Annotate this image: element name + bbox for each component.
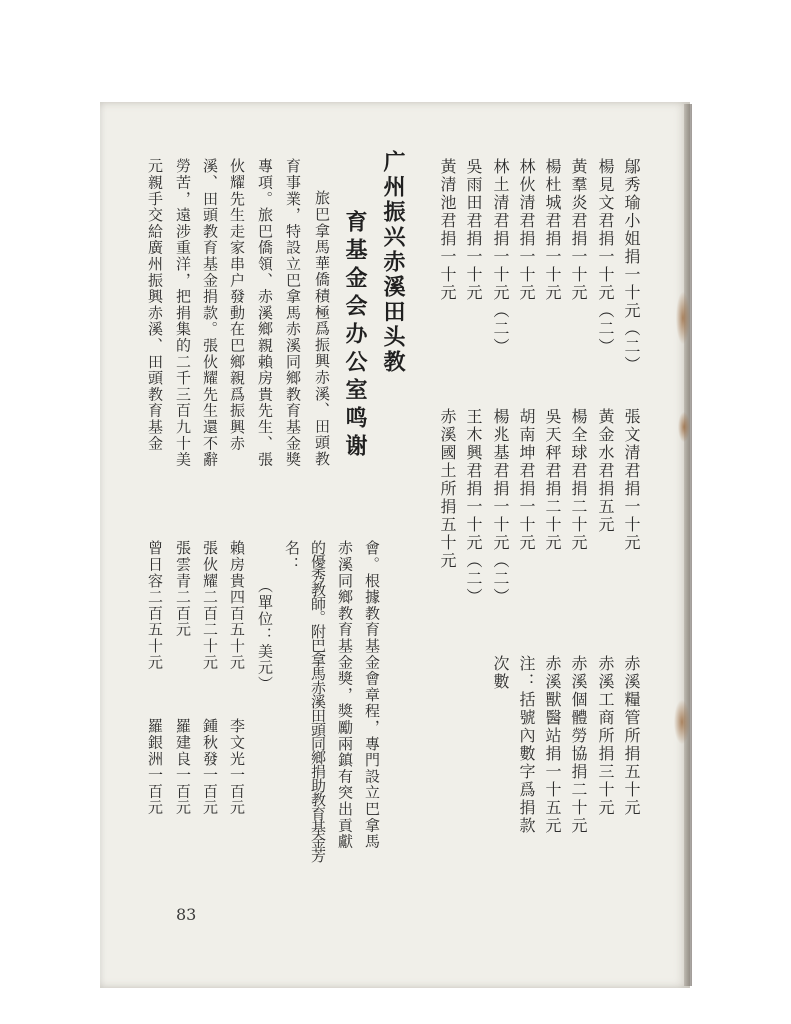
donor-entry: 楊見文君捐一十元（二） [596, 158, 615, 356]
donor-entry: 楊全球君捐二十元 [569, 408, 588, 552]
donor-entry: 黃金水君捐五元 [596, 408, 615, 534]
organization-entry: 赤溪獸醫站捐一十五元 [543, 655, 562, 835]
donor-entry: 王木興君捐一十元（二） [464, 408, 483, 606]
body-line: 元親手交給廣州振興赤溪、田頭教育基金 [146, 158, 164, 452]
donor-entry: 胡南坤君捐一十元 [517, 408, 536, 552]
donor-entry: 楊兆基君捐一十元（二） [491, 408, 510, 606]
body-line: 赤溪同鄉教育基金獎，獎勵兩鎮有突出貢獻 [336, 540, 354, 850]
unit-note: （單位：美元） [256, 578, 274, 693]
donor-entry: 羅銀洲一百元 [146, 718, 164, 816]
organization-entry: 赤溪糧管所捐五十元 [622, 655, 641, 817]
page-number: 83 [176, 905, 197, 924]
donor-entry: 吳天秤君捐二十元 [543, 408, 562, 552]
stain-mark [676, 292, 690, 344]
title-line-1: 广州振兴赤溪田头教 [380, 150, 406, 375]
body-line: 伙耀先生走家串户發動在巴鄉親爲振興赤 [228, 158, 246, 452]
donor-entry: 張雲青二百元 [174, 540, 192, 638]
footnote: 注：括號內數字爲捐款 [517, 655, 536, 835]
donor-entry: 曾日容二百五十元 [146, 540, 164, 671]
donor-entry: 林土清君捐一十元（二） [491, 158, 510, 356]
body-line: 專項。旅巴僑領、赤溪鄉親賴房貴先生、張 [256, 158, 274, 468]
organization-entry: 赤溪國土所捐五十元 [438, 408, 457, 570]
body-line: 的優秀教師。附巴拿馬赤溪田頭同鄉捐助教育基金芳 [309, 540, 327, 862]
stain-mark [674, 700, 690, 744]
donor-entry: 李文光一百元 [228, 718, 246, 816]
footnote-continuation: 次數 [491, 655, 510, 691]
organization-entry: 赤溪工商所捐三十元 [596, 655, 615, 817]
organization-entry: 赤溪個體勞協捐二十元 [569, 655, 588, 835]
stain-mark [678, 412, 690, 442]
title-line-2: 育基金会办公室鸣谢 [342, 210, 368, 462]
body-line: 旅巴拿馬華僑積極爲振興赤溪、田頭教 [313, 190, 331, 468]
donor-entry: 張文清君捐一十元 [622, 408, 641, 552]
body-line: 會。根據教育基金會章程，專門設立巴拿馬 [363, 540, 381, 850]
donor-entry: 鍾秋發一百元 [201, 718, 219, 816]
donor-entry: 鄔秀瑜小姐捐一十元（二） [622, 158, 641, 374]
donor-entry: 林伙清君捐一十元 [517, 158, 536, 302]
body-line: 名： [283, 540, 301, 573]
donor-entry: 賴房貴四百五十元 [228, 540, 246, 671]
body-line: 溪、田頭教育基金捐款。張伙耀先生還不辭 [201, 158, 219, 468]
donor-entry: 黃清池君捐一十元 [438, 158, 457, 302]
donor-entry: 黃羣炎君捐一十元 [569, 158, 588, 302]
donor-entry: 羅建良一百元 [174, 718, 192, 816]
donor-entry: 張伙耀二百二十元 [201, 540, 219, 671]
donor-entry: 楊杜城君捐一十元 [543, 158, 562, 302]
page-edge-shadow [684, 104, 692, 986]
body-line: 勞苦，遠涉重洋，把捐集的二千三百九十美 [174, 158, 192, 468]
body-line: 育事業，特設立巴拿馬赤溪同鄉教育基金獎 [284, 158, 302, 468]
donor-entry: 吳雨田君捐一十元 [464, 158, 483, 302]
